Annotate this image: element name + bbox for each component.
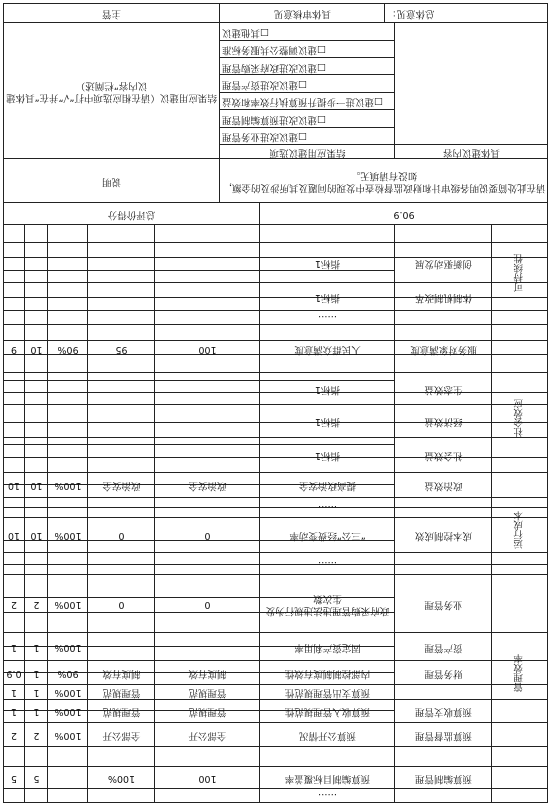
suggestion-detail-header: 具体建议内容 <box>443 146 501 158</box>
completion-cell: 100% <box>54 480 82 492</box>
actual-cell: 全部公开 <box>102 729 141 741</box>
ellipsis-cell: …… <box>318 312 337 324</box>
indicator-cell: 人民群众满意度 <box>294 343 361 355</box>
suggestion-option-0: □建议改进业务管理 <box>222 131 307 143</box>
completion-cell: 100% <box>54 687 82 699</box>
target-cell: 100 <box>198 343 217 355</box>
weight-cell: 10 <box>30 480 43 492</box>
indicator-cell: “三公”经费变动率 <box>289 530 366 542</box>
score-cell: 2 <box>10 598 18 610</box>
sub-indicator-cell: 体制机制改革 <box>415 291 473 303</box>
indicator-cell: 固定资产利用率 <box>294 641 361 653</box>
group-line <box>492 564 548 565</box>
score-cell: 10 <box>7 530 21 542</box>
weight-cell: 2 <box>33 729 40 741</box>
sub-indicator-cell: 社会效益 <box>424 450 463 462</box>
footer-reviewer-label: 具体审核意见 <box>274 7 332 19</box>
indicator-cell: 指标1 <box>314 383 341 395</box>
indicator-cell: 预算收入管理规范性 <box>284 706 371 718</box>
suggestion-option-3: □建议改进资产管理 <box>222 79 307 91</box>
weight-cell: 1 <box>33 687 40 699</box>
completion-cell: 100% <box>54 598 82 610</box>
completion-cell: 90% <box>57 343 79 355</box>
indicator-cell: 预算公开情况 <box>299 729 357 741</box>
actual-cell: 制度有效 <box>102 667 141 679</box>
target-cell: 全部公开 <box>188 729 227 741</box>
sub-indicator-cell: 经济效益 <box>424 416 463 428</box>
completion-cell: 100% <box>54 729 82 741</box>
score-cell: 10 <box>7 480 21 492</box>
footer-overall-label: 总体意见： <box>387 7 435 19</box>
actual-cell: 100% <box>107 772 136 784</box>
score-cell: 1 <box>10 687 18 699</box>
suggestion-label: 结果应用建议（请在相应选项中打“√”并在“具体建议内容”栏阐述） <box>6 80 217 103</box>
group-label-management: 管理效率 <box>514 654 526 692</box>
sub-indicator-cell: 资产管理 <box>424 641 463 653</box>
sub-indicator-cell: 预算编制管理 <box>415 772 473 784</box>
indicator-cell: 政府采购管理违法违规行为发生次数 <box>265 593 390 616</box>
actual-cell: 95 <box>115 343 128 355</box>
weight-cell: 10 <box>30 530 43 542</box>
weight-cell: 1 <box>33 667 40 679</box>
suggestion-option-1: □建议改进预算编制管理 <box>222 113 326 125</box>
actual-cell: 管理规范 <box>102 687 141 699</box>
footer-dept-label: 主管 <box>102 7 122 19</box>
weight-cell: 2 <box>33 598 40 610</box>
target-cell: 管理规范 <box>188 706 227 718</box>
group-line <box>492 324 548 325</box>
indicator-cell: 提高政治安全 <box>299 480 357 492</box>
target-cell: 0 <box>204 530 211 542</box>
indicator-cell: 指标1 <box>314 450 341 462</box>
completion-cell: 90% <box>57 667 79 679</box>
sub-indicator-cell: 服务对象满意度 <box>410 343 477 355</box>
completion-cell: 100% <box>54 706 82 718</box>
suggestion-option-4: □建议改进政府采购管理 <box>222 61 326 73</box>
score-cell: 9 <box>10 343 18 355</box>
score-cell: 5 <box>10 772 18 784</box>
suggestion-option-2: □建议进一步提升预算执行效率和效益 <box>222 96 383 108</box>
actual-cell: 管理规范 <box>102 706 141 718</box>
audit-note-text: 请在此处简要说明各级审计和财政监督检查中发现的问题及其所涉及的金额，如没有请填无。 <box>222 170 546 193</box>
target-cell: 政治安全 <box>188 480 227 492</box>
sub-indicator-cell: 财务管理 <box>424 667 463 679</box>
target-cell: 100 <box>198 772 217 784</box>
score-cell: 1 <box>10 706 18 718</box>
completion-cell: 100% <box>54 530 82 542</box>
indicator-cell: 内部控制制度有效性 <box>284 667 371 679</box>
suggestion-option-5: □建议调整公共服务标准 <box>222 44 326 56</box>
ellipsis-cell: …… <box>318 558 337 570</box>
ellipsis-cell: …… <box>318 790 337 802</box>
actual-cell: 0 <box>118 530 125 542</box>
target-cell: 管理规范 <box>188 687 227 699</box>
suggestion-options-header: 结果应用建议选项 <box>269 146 346 158</box>
score-cell: 2 <box>10 729 18 741</box>
score-cell: 1 <box>10 641 18 653</box>
total-score-value: 90.9 <box>393 208 415 220</box>
group-label-social: 社会效应 <box>514 399 526 437</box>
score-cell: 0.9 <box>6 667 22 679</box>
sub-indicator-cell: 政治效益 <box>424 480 463 492</box>
sub-indicator-cell: 业务管理 <box>424 598 463 610</box>
note-label: 说明 <box>102 175 122 187</box>
target-cell: 0 <box>204 598 211 610</box>
group-label-cost: 运行成本 <box>514 511 526 550</box>
sub-indicator-cell: 生态效益 <box>424 383 463 395</box>
sub-indicator-cell: 成本控制成效 <box>415 530 473 542</box>
completion-cell: 100% <box>54 641 82 653</box>
group-line <box>492 497 548 498</box>
indicator-cell: 预算支出管理规范性 <box>284 687 371 699</box>
total-score-label: 总评价得分 <box>107 208 156 220</box>
weight-cell: 1 <box>33 706 40 718</box>
actual-cell: 0 <box>118 598 125 610</box>
weight-cell: 10 <box>30 343 43 355</box>
indicator-cell: 指标1 <box>314 416 341 428</box>
weight-cell: 5 <box>33 772 40 784</box>
indicator-cell: 预算编制目标覆盖率 <box>284 772 371 784</box>
group-label-sustain: 可持续性 <box>514 254 526 292</box>
indicator-cell: 指标1 <box>314 291 341 303</box>
sub-indicator-cell: 创新驱动发展 <box>415 257 473 269</box>
ellipsis-cell: …… <box>318 502 337 514</box>
target-cell: 制度有效 <box>188 667 227 679</box>
weight-cell: 1 <box>33 641 40 653</box>
actual-cell: 政治安全 <box>102 480 141 492</box>
suggestion-option-6: □其他建议 <box>222 26 269 38</box>
indicator-cell: 指标1 <box>314 257 341 269</box>
sub-indicator-cell: 预算收支管理 <box>415 706 473 718</box>
sub-indicator-cell: 预算监督管理 <box>415 729 473 741</box>
